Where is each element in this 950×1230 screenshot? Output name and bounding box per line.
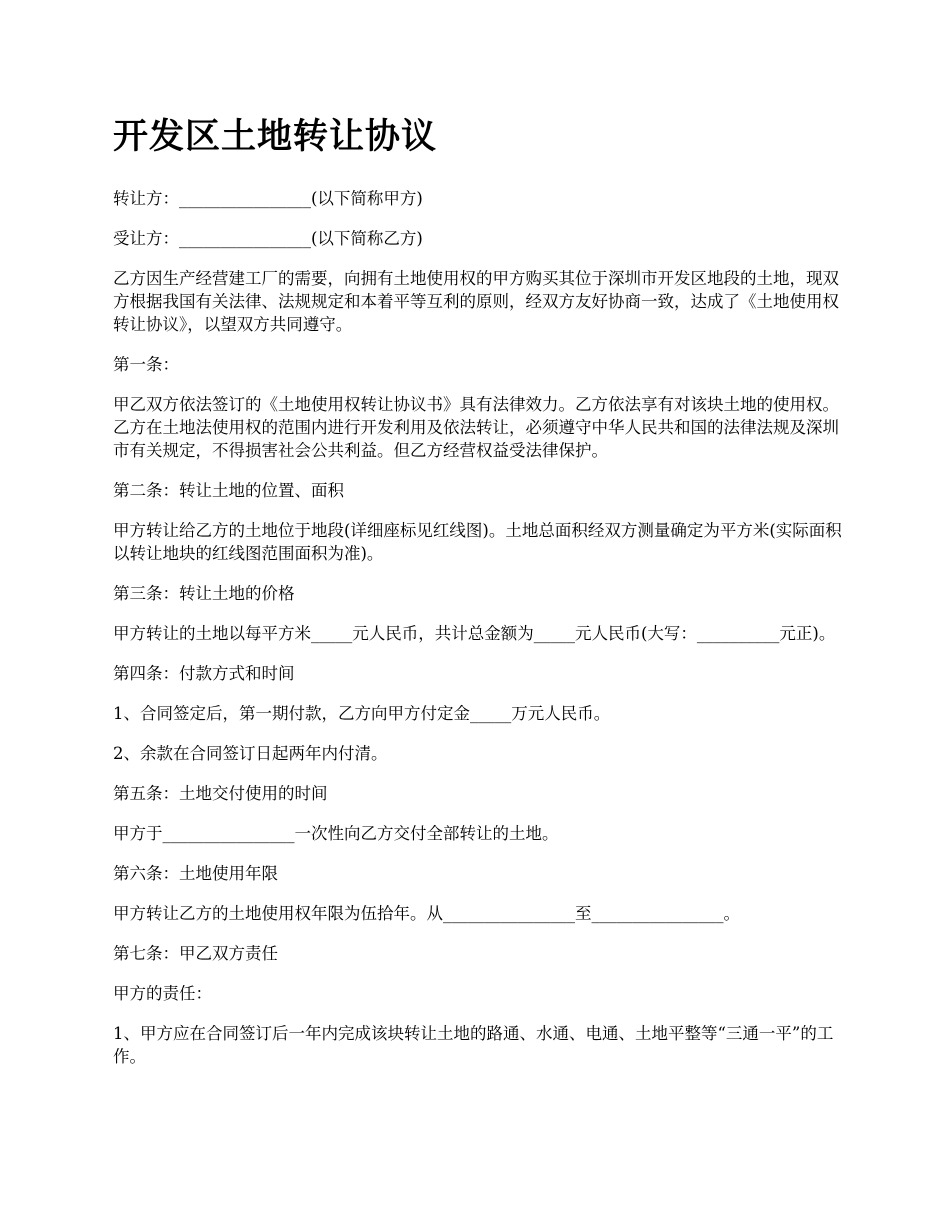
- transferor-line: 转让方：________________(以下简称甲方): [113, 189, 423, 208]
- article-3-heading: 第三条：转让土地的价格: [113, 584, 295, 603]
- article-5-heading: 第五条：土地交付使用的时间: [113, 784, 328, 803]
- article-2-body: 甲方转让给乙方的土地位于地段(详细座标见红线图)。土地总面积经双方测量确定为平方米(实际面积以转让地块的红线图范围面积为准)。: [113, 521, 842, 563]
- transferee-line: 受让方：________________(以下简称乙方): [113, 229, 423, 248]
- article-4-item-1: 1、合同签定后，第一期付款，乙方向甲方付定金_____万元人民币。: [113, 704, 611, 723]
- article-6-heading: 第六条：土地使用年限: [113, 864, 278, 883]
- article-3-body: 甲方转让的土地以每平方米_____元人民币，共计总金额为_____元人民币(大写：__________元正)。: [113, 624, 836, 643]
- article-5-body: 甲方于________________一次性向乙方交付全部转让的土地。: [113, 824, 559, 843]
- article-2-heading: 第二条：转让土地的位置、面积: [113, 481, 344, 500]
- preamble-paragraph: 乙方因生产经营建工厂的需要，向拥有土地使用权的甲方购买其位于深圳市开发区地段的土地，现双方根据我国有关法律、法规规定和本着平等互利的原则，经双方友好协商一致，达成了《土地使用权转让协议》，以望双方共同遵守。: [113, 269, 839, 334]
- article-1-heading: 第一条：: [113, 355, 179, 374]
- document-title: 开发区土地转让协议: [113, 116, 438, 157]
- article-4-item-2: 2、余款在合同签订日起两年内付清。: [113, 744, 388, 763]
- article-4-heading: 第四条：付款方式和时间: [113, 664, 295, 683]
- article-1-body: 甲乙双方依法签订的《土地使用权转让协议书》具有法律效力。乙方依法享有对该块土地的使用权。乙方在土地法使用权的范围内进行开发利用及依法转让，必须遵守中华人民共和国的法律法规及深圳市有关规定，不得损害社会公共利益。但乙方经营权益受法律保护。: [113, 395, 839, 460]
- article-6-body: 甲方转让乙方的土地使用权年限为伍拾年。从________________至________________。: [113, 904, 740, 923]
- article-7-heading: 第七条：甲乙双方责任: [113, 944, 278, 963]
- party-a-duty-1: 1、甲方应在合同签订后一年内完成该块转让土地的路通、水通、电通、土地平整等“三通一平”的工作。: [113, 1024, 834, 1066]
- party-a-duties-heading: 甲方的责任：: [113, 984, 212, 1003]
- document-page: [113, 112, 853, 1085]
